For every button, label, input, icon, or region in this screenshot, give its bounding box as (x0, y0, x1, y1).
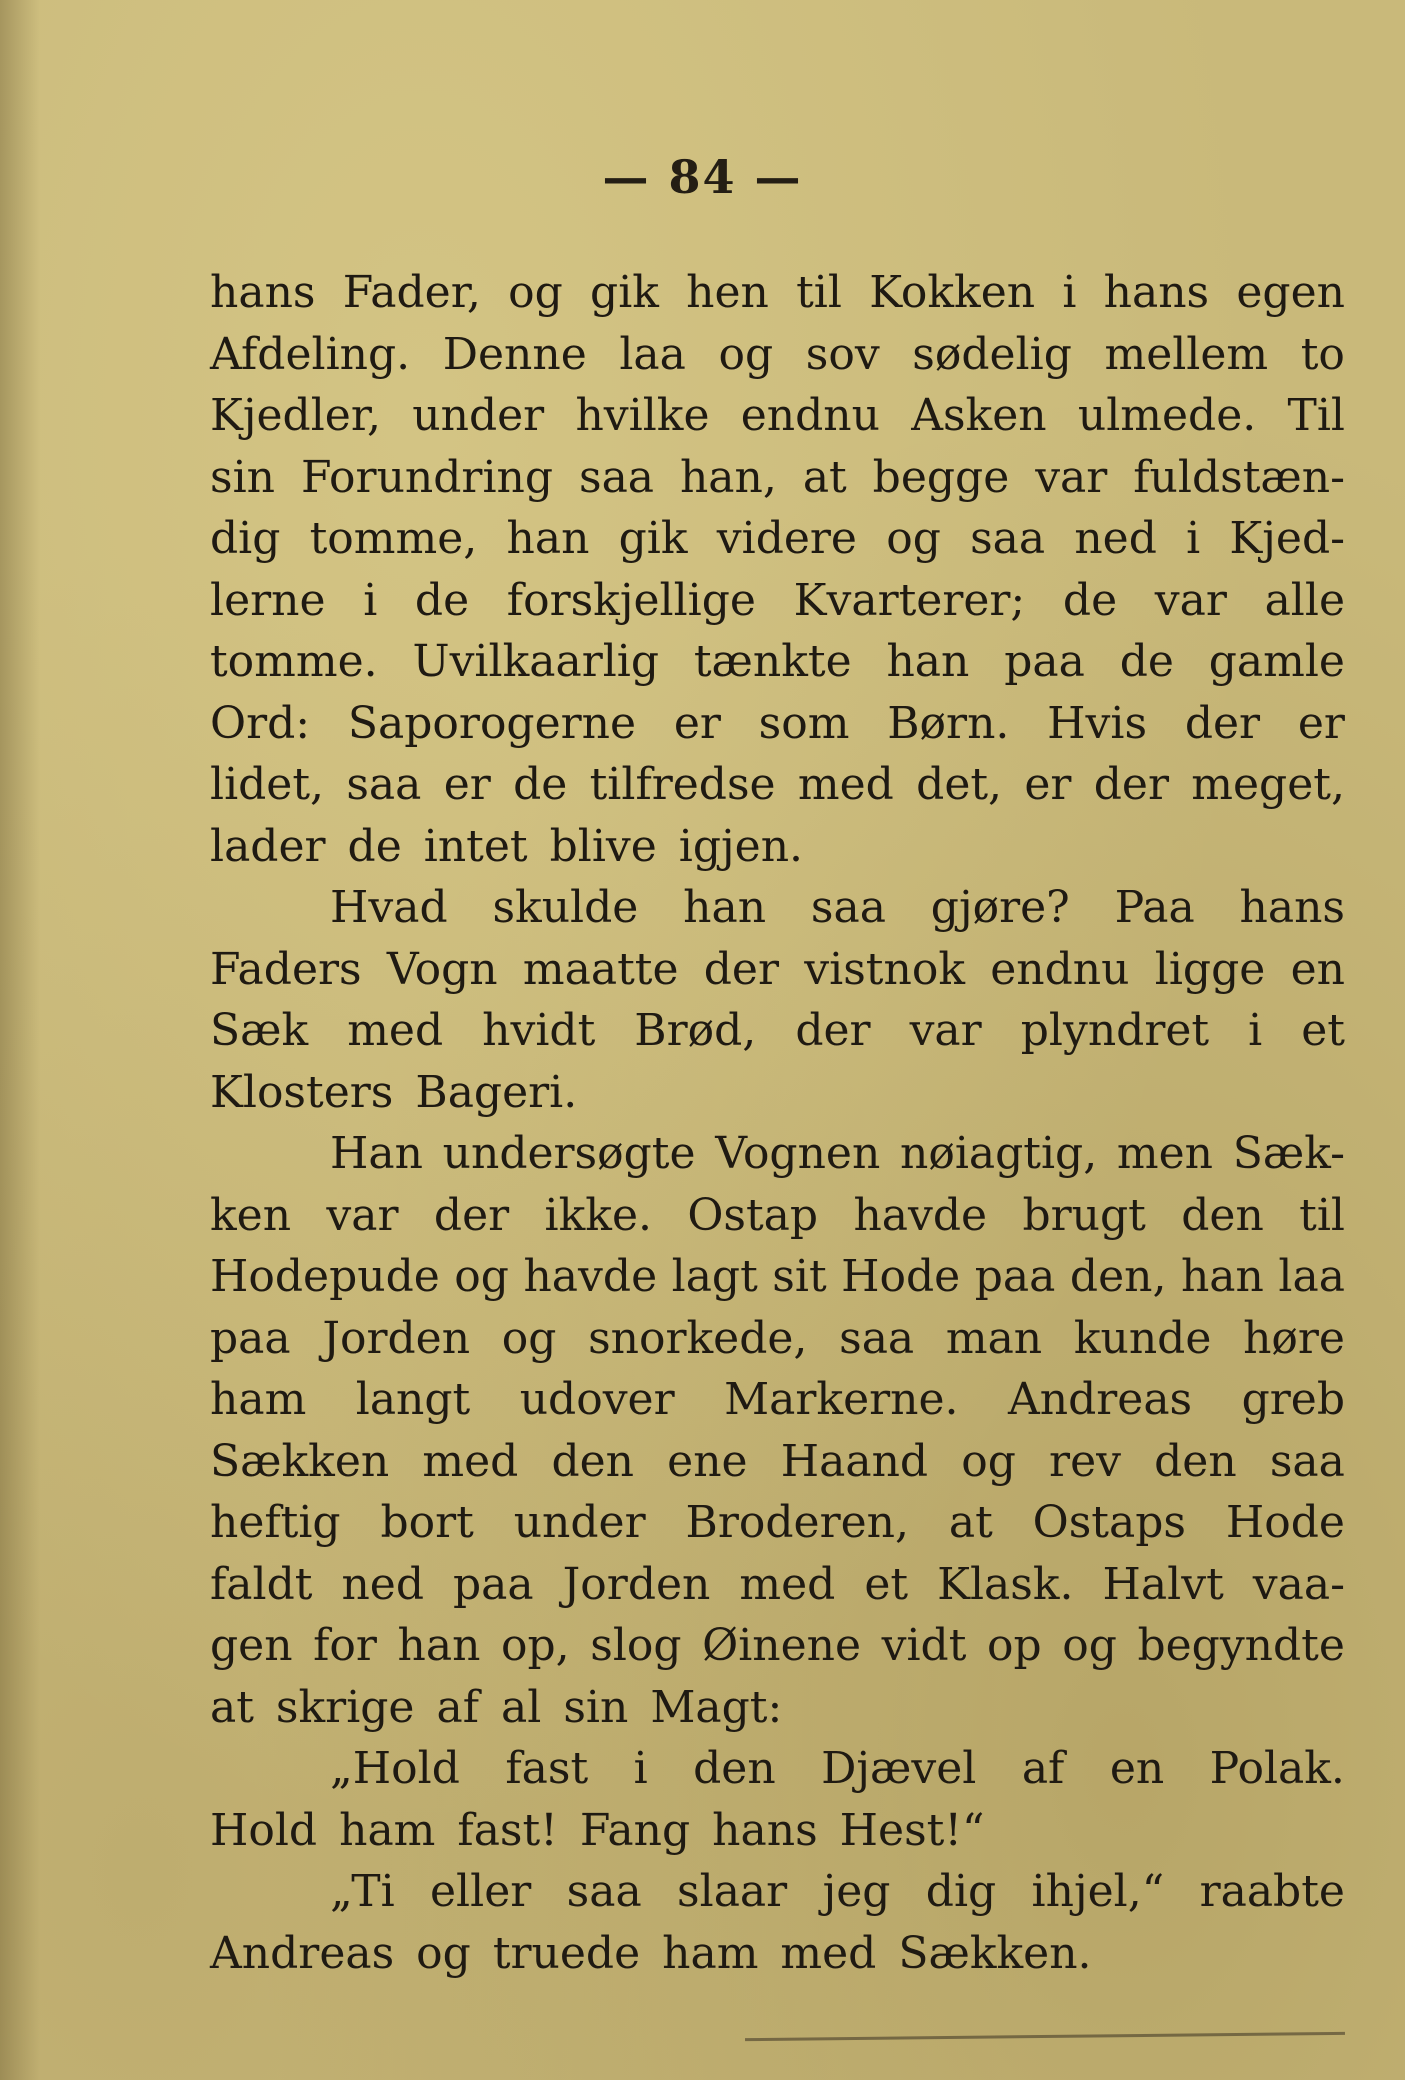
page-number: — 84 — (602, 150, 803, 204)
text-line (210, 1615, 1345, 1677)
word: Klosters (210, 1066, 394, 1118)
word: ned (341, 1558, 424, 1610)
word: gik (618, 513, 688, 564)
body-text (210, 262, 1345, 1984)
word: er (673, 697, 721, 749)
word: jeg (822, 1866, 891, 1917)
word: men (1116, 1128, 1214, 1179)
word: at (802, 451, 847, 503)
word: Vognen (715, 1128, 881, 1179)
word: der (703, 943, 780, 995)
word: Hvad (330, 882, 448, 933)
word: Til (1287, 390, 1345, 441)
word: lidet, (210, 759, 325, 810)
word: med (347, 1005, 444, 1056)
word: af (436, 1681, 480, 1733)
word: i (363, 574, 378, 626)
word: tænkte (693, 636, 852, 687)
word: var (1154, 574, 1227, 626)
word: kunde (1073, 1312, 1212, 1364)
word: Faders (210, 943, 362, 995)
word: saa (578, 451, 655, 503)
text-line (210, 1308, 1345, 1370)
word: Jorden (322, 1312, 471, 1364)
text-line (210, 1861, 1345, 1923)
word: ham (210, 1374, 307, 1425)
word: begge (872, 451, 1010, 503)
word: laa (1278, 1251, 1345, 1302)
word: og (1062, 1620, 1117, 1671)
word: Sækken (210, 1435, 390, 1487)
word: forskjellige (506, 574, 756, 626)
word: slog (590, 1620, 682, 1671)
text-line (210, 1062, 1345, 1124)
text-line (210, 939, 1345, 1001)
word: gamle (1208, 636, 1345, 687)
word: ligge (1154, 943, 1266, 995)
word: hans (210, 267, 316, 318)
word: snorkede, (588, 1312, 808, 1364)
text-line (210, 1431, 1345, 1493)
word: Jorden (562, 1558, 711, 1610)
word: er (1297, 697, 1345, 749)
word: saa (566, 1866, 642, 1917)
word: Asken (911, 390, 1047, 441)
word: ihjel,“ (1031, 1866, 1165, 1917)
word: den (551, 1435, 634, 1487)
word: var (326, 1189, 399, 1241)
word: et (864, 1558, 909, 1610)
word: og (961, 1435, 1016, 1487)
word: maatte (522, 943, 679, 995)
text-line (210, 262, 1345, 324)
word: fast (505, 1743, 589, 1794)
word: ulmede. (1077, 390, 1257, 441)
word: ken (210, 1189, 292, 1241)
word: gik (590, 267, 659, 318)
word: han (886, 636, 970, 687)
word: brugt (1022, 1189, 1146, 1241)
word: paa (453, 1558, 534, 1610)
word: Kjedler, (210, 390, 382, 441)
word: ham (339, 1804, 436, 1856)
word: Ostap (687, 1189, 819, 1241)
word: tilfredse (589, 759, 776, 810)
word: sit (772, 1251, 827, 1302)
text-line (210, 1677, 1345, 1739)
word: gjøre? (930, 882, 1070, 933)
word: igjen. (678, 820, 804, 872)
word: var (1035, 451, 1108, 503)
word: undersøgte (442, 1128, 696, 1179)
word: rev (1049, 1435, 1121, 1487)
text-line (210, 1738, 1345, 1800)
word: en (1109, 1743, 1165, 1794)
text-line (210, 447, 1345, 509)
word: Kokken (869, 267, 1036, 318)
word: den (1154, 1435, 1237, 1487)
word: med (797, 759, 894, 810)
word: der (1184, 697, 1261, 749)
word: sin (210, 451, 275, 503)
word: de (513, 759, 568, 810)
word: Ostaps (1032, 1497, 1186, 1548)
word: med (422, 1435, 519, 1487)
word: med (780, 1927, 877, 1979)
word: vidt (881, 1620, 967, 1671)
word: al (501, 1681, 542, 1733)
word: med (739, 1558, 836, 1610)
word: de (414, 574, 470, 626)
word: lerne (210, 574, 326, 626)
word: vaa- (1252, 1558, 1345, 1610)
word: der (1093, 759, 1169, 810)
word: Fang (579, 1804, 691, 1856)
word: meget, (1191, 759, 1345, 810)
word: er (443, 759, 491, 810)
text-line (210, 508, 1345, 570)
word: sin (563, 1681, 629, 1733)
word: Uvilkaarlig (412, 636, 660, 687)
word: begyndte (1137, 1620, 1345, 1671)
word: heftig (210, 1497, 341, 1548)
word: under (412, 390, 545, 441)
word: han (506, 513, 590, 564)
word: i (1186, 513, 1201, 564)
word: under (513, 1497, 646, 1548)
word: egen (1236, 267, 1345, 318)
word: Sæk- (1232, 1128, 1345, 1179)
word: endnu (990, 943, 1130, 995)
text-line (210, 385, 1345, 447)
word: gen (210, 1620, 293, 1671)
word: „Ti (330, 1866, 395, 1917)
word: Brød, (634, 1005, 757, 1056)
word: skulde (492, 882, 639, 933)
word: og (416, 1927, 471, 1979)
word: er (1024, 759, 1072, 810)
page-edge-shadow (0, 0, 40, 2080)
text-line (210, 754, 1345, 816)
word: nøiagtig, (900, 1128, 1098, 1179)
word: Andreas (1007, 1374, 1193, 1425)
word: og (508, 267, 563, 318)
word: sødelig (912, 328, 1072, 380)
word: Haand (780, 1435, 929, 1487)
word: sov (805, 328, 880, 380)
text-line (210, 631, 1345, 693)
word: truede (492, 1927, 641, 1979)
word: Polak. (1209, 1743, 1345, 1794)
word: udover (519, 1374, 675, 1425)
text-line (210, 1185, 1345, 1247)
word: han, (679, 451, 777, 503)
word: saa (839, 1312, 915, 1364)
word: Halvt (1102, 1558, 1224, 1610)
word: paa (210, 1312, 291, 1364)
bottom-rule (745, 2032, 1345, 2041)
word: Hold (210, 1804, 318, 1856)
text-line (210, 816, 1345, 878)
word: tomme. (210, 636, 378, 687)
word: til (796, 267, 842, 318)
word: han (683, 882, 767, 933)
word: høre (1243, 1312, 1345, 1364)
word: blive (549, 820, 657, 872)
word: hen (686, 267, 769, 318)
word: og (454, 1251, 509, 1302)
text-line (210, 1246, 1345, 1308)
text-line (210, 693, 1345, 755)
word: Markerne. (724, 1374, 959, 1425)
word: den (693, 1743, 776, 1794)
word: dig (210, 513, 281, 564)
word: der (433, 1189, 510, 1241)
word: Broderen, (685, 1497, 909, 1548)
word: ned (1074, 513, 1157, 564)
word: Han (330, 1128, 423, 1179)
word: og (718, 328, 774, 380)
word: den, (1069, 1251, 1167, 1302)
text-line (210, 1923, 1345, 1985)
word: i (1248, 1005, 1263, 1056)
word: mellem (1104, 328, 1269, 380)
word: der (795, 1005, 871, 1056)
word: saa (970, 513, 1046, 564)
word: at (210, 1681, 254, 1733)
word: Denne (442, 328, 587, 380)
word: var (909, 1005, 982, 1056)
word: hans (1239, 882, 1345, 933)
word: Kjed- (1229, 513, 1345, 564)
word: Hode (841, 1251, 961, 1302)
word: Børn. (887, 697, 1010, 749)
text-line (210, 1369, 1345, 1431)
word: plyndret (1020, 1005, 1210, 1056)
word: paa (1004, 636, 1085, 687)
word: fast! (457, 1804, 558, 1856)
word: for (313, 1620, 377, 1671)
word: saa (346, 759, 422, 810)
word: tomme, (309, 513, 478, 564)
word: de (1062, 574, 1118, 626)
word: de (347, 820, 402, 872)
word: Kvarterer; (793, 574, 1026, 626)
text-line (210, 1554, 1345, 1616)
text-line (210, 1000, 1345, 1062)
text-line (210, 1492, 1345, 1554)
word: Hodepude (210, 1251, 440, 1302)
word: hvidt (482, 1005, 596, 1056)
word: Djævel (821, 1743, 977, 1794)
word: man (945, 1312, 1043, 1364)
word: vistnok (804, 943, 965, 995)
word: det, (916, 759, 1003, 810)
word: den (1181, 1189, 1264, 1241)
word: lagt (671, 1251, 758, 1302)
word: Saporogerne (347, 697, 637, 749)
word: han (1180, 1251, 1264, 1302)
word: Bageri. (415, 1066, 578, 1118)
word: eller (430, 1866, 532, 1917)
word: hans (1103, 267, 1210, 318)
text-line (210, 570, 1345, 632)
word: paa (974, 1251, 1056, 1302)
word: Klask. (937, 1558, 1074, 1610)
word: Hvis (1047, 697, 1148, 749)
word: Ord: (210, 697, 311, 749)
word: ene (667, 1435, 748, 1487)
word: Vogn (386, 943, 498, 995)
word: ikke. (544, 1189, 652, 1241)
word: Sæk (210, 1005, 309, 1056)
word: langt (355, 1374, 471, 1425)
word: bort (380, 1497, 474, 1548)
word: af (1021, 1743, 1065, 1794)
word: to (1300, 328, 1345, 380)
word: at (948, 1497, 993, 1548)
word: slaar (677, 1866, 788, 1917)
text-line (210, 877, 1345, 939)
word: Afdeling. (210, 328, 411, 380)
word: laa (619, 328, 686, 380)
text-line (210, 1800, 1345, 1862)
word: Paa (1114, 882, 1195, 933)
word: til (1299, 1189, 1345, 1241)
word: lader (210, 820, 326, 872)
word: raabte (1199, 1866, 1345, 1917)
word: saa (1269, 1435, 1345, 1487)
word: og (886, 513, 941, 564)
word: hvilke (575, 390, 710, 441)
word: et (1301, 1005, 1345, 1056)
word: en (1290, 943, 1345, 995)
word: op, (501, 1620, 570, 1671)
word: alle (1264, 574, 1345, 626)
word: Forundring (300, 451, 554, 503)
word: dig (925, 1866, 997, 1917)
word: videre (716, 513, 857, 564)
word: Sækken. (898, 1927, 1092, 1979)
word: han (397, 1620, 481, 1671)
word: de (1119, 636, 1174, 687)
word: hans (712, 1804, 818, 1856)
word: fuldstæn- (1133, 451, 1345, 503)
word: Andreas (210, 1927, 395, 1979)
word: i (1062, 267, 1077, 318)
word: som (758, 697, 850, 749)
word: saa (810, 882, 886, 933)
word: Øinene (702, 1620, 862, 1671)
word: og (501, 1312, 557, 1364)
word: „Hold (330, 1743, 460, 1794)
word: Hest!“ (839, 1804, 985, 1856)
word: Fader, (342, 267, 481, 318)
word: i (633, 1743, 648, 1794)
word: skrige (275, 1681, 415, 1733)
word: endnu (740, 390, 880, 441)
word: Hode (1225, 1497, 1345, 1548)
word: havde (853, 1189, 988, 1241)
word: ham (662, 1927, 759, 1979)
word: havde (523, 1251, 658, 1302)
word: intet (423, 820, 528, 872)
word: Magt: (650, 1681, 783, 1733)
word: greb (1241, 1374, 1345, 1425)
word: faldt (210, 1558, 313, 1610)
text-line (210, 1123, 1345, 1185)
word: op (986, 1620, 1042, 1671)
text-line (210, 324, 1345, 386)
